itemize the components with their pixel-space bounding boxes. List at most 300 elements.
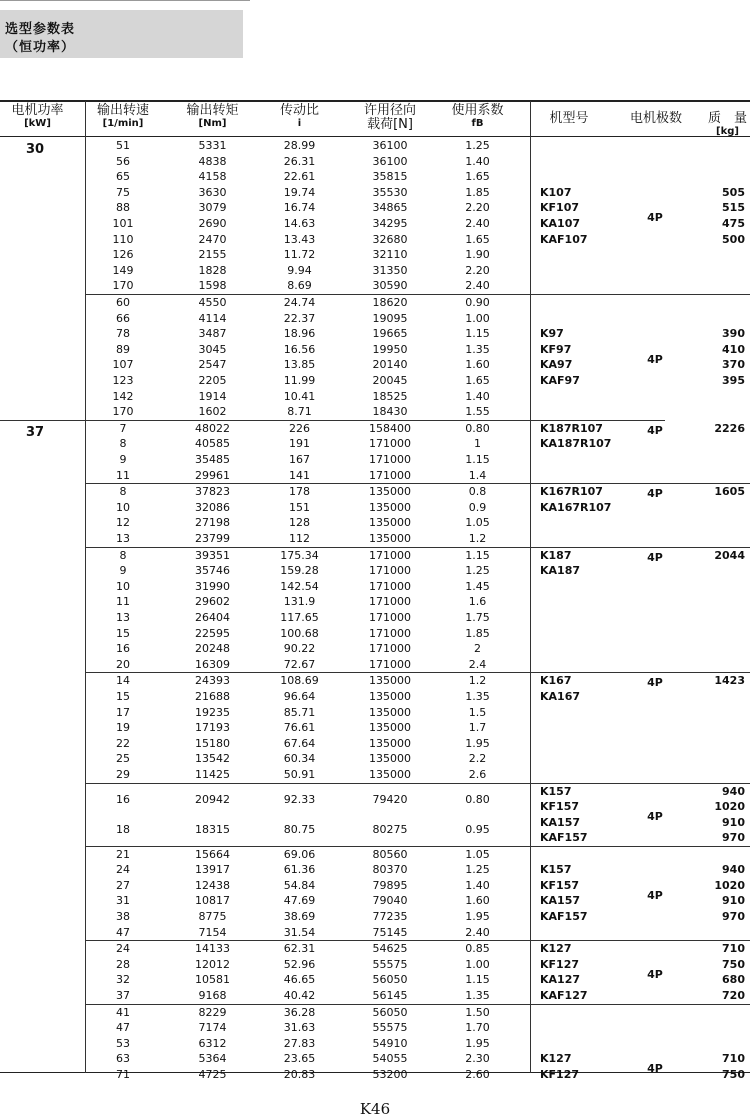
- model-name: KA187R107: [540, 437, 612, 451]
- table-cell: 65: [116, 170, 130, 184]
- table-cell: 27.83: [283, 1036, 316, 1050]
- top-rule: [0, 0, 250, 1]
- mass-value: 720: [722, 989, 745, 1002]
- mass-value: 1020: [714, 878, 745, 892]
- header-cell-8: 质 量 [kg]: [707, 111, 747, 137]
- table-cell: 18430: [372, 405, 408, 419]
- table-cell: 38: [116, 910, 130, 923]
- table-cell: 56050: [372, 973, 408, 987]
- table-cell: 39351: [195, 548, 230, 562]
- table-cell: 0.8: [468, 485, 487, 499]
- table-cell: 13.43: [283, 232, 316, 246]
- title-line2: （恒功率）: [5, 40, 76, 55]
- model-name: KF157: [540, 878, 579, 892]
- table-cell: 36.28: [283, 1005, 316, 1019]
- table-cell: 135000: [369, 768, 411, 781]
- table-cell: 18525: [372, 389, 408, 403]
- table-cell: 1.5: [468, 705, 487, 719]
- pole-count: 4P: [647, 550, 663, 564]
- table-cell: 1.45: [465, 579, 490, 593]
- model-name: KF127: [540, 1068, 579, 1081]
- table-cell: 25: [116, 752, 130, 766]
- table-cell: 12012: [195, 957, 230, 971]
- column-divider-1: [530, 101, 531, 1073]
- table-cell: 11425: [195, 768, 230, 781]
- table-cell: 171000: [369, 642, 411, 656]
- table-cell: 135000: [369, 516, 411, 530]
- table-cell: 16.56: [283, 342, 316, 356]
- table-cell: 158400: [369, 421, 411, 435]
- table-cell: 47.69: [283, 894, 316, 908]
- table-cell: 50.91: [283, 768, 316, 781]
- model-name: KF97: [540, 342, 572, 356]
- table-cell: 0.9: [468, 500, 487, 514]
- table-cell: 10: [116, 500, 130, 514]
- table-cell: 28: [116, 957, 130, 971]
- title-box: [0, 10, 243, 58]
- table-cell: 9: [119, 453, 127, 466]
- table-cell: 1.40: [465, 154, 490, 168]
- table-cell: 19950: [372, 342, 408, 356]
- table-cell: 1.35: [465, 342, 490, 356]
- column-divider-0: [85, 101, 86, 1073]
- table-cell: 31.54: [283, 925, 316, 939]
- pole-count: 4P: [647, 810, 663, 823]
- table-cell: 2.4: [468, 657, 487, 671]
- table-cell: 80.75: [283, 822, 316, 836]
- header-cell-3: 传动比 i: [279, 103, 319, 129]
- table-cell: 1602: [198, 405, 227, 419]
- pole-count: 4P: [647, 211, 663, 225]
- table-cell: 12: [116, 516, 130, 530]
- table-cell: 2.20: [465, 263, 490, 277]
- table-cell: 8: [119, 437, 127, 451]
- table-cell: 1.4: [468, 468, 487, 482]
- table-cell: 16.74: [283, 201, 316, 215]
- table-cell: 112: [289, 532, 310, 545]
- table-cell: 54055: [372, 1052, 408, 1066]
- header-cell-1: 输出转速 [1/min]: [96, 103, 149, 129]
- table-cell: 1.65: [465, 374, 490, 387]
- table-cell: 88: [116, 201, 130, 215]
- table-cell: 20045: [372, 374, 408, 387]
- table-cell: 46.65: [283, 973, 316, 987]
- mass-value: 710: [722, 1052, 745, 1066]
- table-cell: 1.65: [465, 232, 490, 246]
- header-top-line: [0, 100, 750, 102]
- table-cell: 1.85: [465, 185, 490, 199]
- mass-value: 750: [722, 1068, 745, 1081]
- table-cell: 75: [116, 185, 130, 199]
- table-cell: 10.41: [283, 389, 316, 403]
- table-cell: 8.69: [287, 279, 312, 293]
- model-name: K157: [540, 784, 572, 798]
- table-cell: 2.40: [465, 279, 490, 293]
- table-cell: 35485: [195, 453, 230, 466]
- model-name: KA167: [540, 690, 580, 703]
- table-cell: 14.63: [283, 217, 316, 230]
- table-cell: 1.25: [465, 863, 490, 877]
- table-cell: 35746: [195, 564, 230, 578]
- model-name: KAF127: [540, 989, 588, 1002]
- table-cell: 29961: [195, 468, 230, 482]
- table-cell: 80370: [372, 863, 408, 877]
- pole-count: 4P: [647, 423, 663, 437]
- table-cell: 69.06: [283, 847, 316, 861]
- table-cell: 72.67: [283, 657, 316, 671]
- table-cell: 2470: [198, 232, 227, 246]
- mass-value: 680: [722, 973, 745, 987]
- table-cell: 30590: [372, 279, 408, 293]
- table-cell: 11: [116, 595, 130, 609]
- table-cell: 15664: [195, 847, 230, 861]
- table-cell: 20942: [195, 792, 230, 806]
- table-cell: 4725: [198, 1068, 227, 1081]
- table-cell: 26.31: [283, 154, 316, 168]
- table-cell: 24: [116, 863, 130, 877]
- table-cell: 19665: [372, 327, 408, 341]
- table-cell: 1.00: [465, 957, 490, 971]
- table-cell: 159.28: [280, 564, 319, 578]
- mass-value: 970: [722, 831, 745, 845]
- table-cell: 9.94: [287, 263, 312, 277]
- table-cell: 128: [289, 516, 310, 530]
- table-cell: 135000: [369, 752, 411, 766]
- table-cell: 2.40: [465, 217, 490, 230]
- table-cell: 1.70: [465, 1021, 490, 1035]
- table-cell: 5364: [198, 1052, 227, 1066]
- model-name: K157: [540, 863, 572, 877]
- table-cell: 2.60: [465, 1068, 490, 1081]
- table-cell: 19.74: [283, 185, 316, 199]
- table-cell: 19: [116, 721, 130, 735]
- model-name: KA187: [540, 564, 580, 578]
- table-cell: 0.90: [465, 296, 490, 309]
- table-cell: 10: [116, 579, 130, 593]
- mass-value: 370: [722, 358, 745, 372]
- mass-value: 390: [722, 327, 745, 341]
- table-cell: 15180: [195, 736, 230, 750]
- table-cell: 85.71: [283, 705, 316, 719]
- table-cell: 1.90: [465, 248, 490, 262]
- table-cell: 31990: [195, 579, 230, 593]
- table-cell: 19095: [372, 311, 408, 325]
- table-cell: 18620: [372, 296, 408, 309]
- table-cell: 1.15: [465, 327, 490, 341]
- table-cell: 16309: [195, 657, 230, 671]
- table-cell: 3487: [198, 327, 227, 341]
- table-cell: 142.54: [280, 579, 319, 593]
- table-cell: 35815: [372, 170, 408, 184]
- table-cell: 2547: [198, 358, 227, 372]
- table-cell: 2155: [198, 248, 227, 262]
- table-cell: 135000: [369, 690, 411, 703]
- table-cell: 8229: [198, 1005, 227, 1019]
- table-cell: 40.42: [283, 989, 316, 1002]
- table-cell: 54910: [372, 1036, 408, 1050]
- model-name: KA127: [540, 973, 580, 987]
- table-cell: 7174: [198, 1021, 227, 1035]
- model-name: KAF97: [540, 374, 580, 387]
- table-cell: 56: [116, 154, 130, 168]
- table-cell: 1.00: [465, 311, 490, 325]
- table-cell: 135000: [369, 532, 411, 545]
- table-cell: 15: [116, 690, 130, 703]
- table-cell: 2.2: [468, 752, 487, 766]
- table-cell: 1.60: [465, 894, 490, 908]
- mass-value: 395: [722, 374, 745, 387]
- table-cell: 1.50: [465, 1005, 490, 1019]
- table-cell: 60: [116, 296, 130, 309]
- model-name: K127: [540, 942, 572, 956]
- table-cell: 13: [116, 532, 130, 545]
- table-cell: 27: [116, 878, 130, 892]
- table-cell: 1.65: [465, 170, 490, 184]
- table-cell: 135000: [369, 721, 411, 735]
- table-cell: 1914: [198, 389, 227, 403]
- table-cell: 47: [116, 925, 130, 939]
- power-value: 37: [25, 424, 45, 440]
- header-bottom-line: [0, 136, 750, 137]
- table-cell: 1.55: [465, 405, 490, 419]
- table-cell: 2690: [198, 217, 227, 230]
- table-cell: 0.95: [465, 822, 490, 836]
- table-cell: 48022: [195, 421, 230, 435]
- table-cell: 63: [116, 1052, 130, 1066]
- table-cell: 18315: [195, 822, 230, 836]
- table-cell: 23.65: [283, 1052, 316, 1066]
- table-cell: 90.22: [283, 642, 316, 656]
- table-cell: 28.99: [283, 139, 316, 152]
- table-cell: 8.71: [287, 405, 312, 419]
- table-cell: 80275: [372, 822, 408, 836]
- table-cell: 1.25: [465, 139, 490, 152]
- table-cell: 12438: [195, 878, 230, 892]
- mass-value: 475: [722, 217, 745, 230]
- table-cell: 3045: [198, 342, 227, 356]
- table-cell: 149: [112, 263, 134, 277]
- table-cell: 8: [119, 485, 127, 499]
- model-name: KA167R107: [540, 500, 612, 514]
- table-cell: 171000: [369, 579, 411, 593]
- table-cell: 17: [116, 705, 130, 719]
- table-cell: 4158: [198, 170, 227, 184]
- table-cell: 1598: [198, 279, 227, 293]
- table-cell: 1.15: [465, 453, 490, 466]
- table-cell: 0.80: [465, 792, 490, 806]
- table-cell: 32: [116, 973, 130, 987]
- table-cell: 175.34: [280, 548, 319, 562]
- table-cell: 117.65: [280, 611, 319, 624]
- table-cell: 54625: [372, 942, 408, 956]
- table-cell: 76.61: [283, 721, 316, 735]
- table-cell: 37: [116, 989, 130, 1002]
- table-cell: 26404: [195, 611, 230, 624]
- table-cell: 1828: [198, 263, 227, 277]
- table-cell: 8775: [198, 910, 227, 923]
- header-cell-4: 许用径向 载荷[N]: [363, 103, 416, 132]
- table-cell: 141: [289, 468, 310, 482]
- table-cell: 135000: [369, 500, 411, 514]
- mass-value: 2226: [714, 421, 745, 435]
- table-cell: 1: [474, 437, 481, 451]
- table-cell: 1.15: [465, 548, 490, 562]
- table-cell: 178: [289, 485, 310, 499]
- model-name: KF107: [540, 201, 579, 215]
- table-cell: 20140: [372, 358, 408, 372]
- table-cell: 80560: [372, 847, 408, 861]
- table-cell: 18: [116, 822, 130, 836]
- table-cell: 1.7: [468, 721, 487, 735]
- model-name: K167R107: [540, 485, 603, 499]
- table-cell: 171000: [369, 657, 411, 671]
- table-cell: 171000: [369, 564, 411, 578]
- table-cell: 1.05: [465, 516, 490, 530]
- mass-value: 500: [722, 232, 745, 246]
- table-cell: 38.69: [283, 910, 316, 923]
- table-cell: 53: [116, 1036, 130, 1050]
- table-cell: 110: [112, 232, 134, 246]
- model-name: KF157: [540, 800, 579, 814]
- table-cell: 79895: [372, 878, 408, 892]
- table-cell: 2205: [198, 374, 227, 387]
- mass-value: 1020: [714, 800, 745, 814]
- table-cell: 7: [119, 421, 127, 435]
- header-cell-5: 使用系数 fB: [451, 103, 504, 129]
- table-cell: 13.85: [283, 358, 316, 372]
- header-cell-2: 输出转矩 [Nm]: [186, 103, 239, 129]
- table-cell: 1.2: [468, 674, 487, 688]
- mass-value: 505: [722, 185, 745, 199]
- table-cell: 6312: [198, 1036, 227, 1050]
- table-cell: 32110: [372, 248, 408, 262]
- model-name: KA157: [540, 815, 580, 829]
- table-cell: 79040: [372, 894, 408, 908]
- table-cell: 36100: [372, 154, 408, 168]
- table-cell: 1.60: [465, 358, 490, 372]
- table-cell: 21: [116, 847, 130, 861]
- table-cell: 4114: [198, 311, 227, 325]
- table-cell: 47: [116, 1021, 130, 1035]
- table-cell: 32680: [372, 232, 408, 246]
- pole-count: 4P: [647, 352, 663, 366]
- model-name: KA107: [540, 217, 580, 230]
- table-cell: 1.95: [465, 736, 490, 750]
- table-cell: 131.9: [283, 595, 316, 609]
- table-cell: 2.6: [468, 768, 487, 781]
- table-cell: 135000: [369, 736, 411, 750]
- table-cell: 79420: [372, 792, 408, 806]
- table-cell: 11.72: [283, 248, 316, 262]
- table-cell: 20248: [195, 642, 230, 656]
- table-cell: 0.80: [465, 421, 490, 435]
- table-cell: 4838: [198, 154, 227, 168]
- title-line1: 选型参数表: [5, 22, 76, 37]
- table-cell: 3079: [198, 201, 227, 215]
- table-cell: 10817: [195, 894, 230, 908]
- table-cell: 171000: [369, 626, 411, 640]
- table-cell: 53200: [372, 1068, 408, 1081]
- table-cell: 0.85: [465, 942, 490, 956]
- table-cell: 21688: [195, 690, 230, 703]
- table-cell: 67.64: [283, 736, 316, 750]
- table-cell: 60.34: [283, 752, 316, 766]
- table-cell: 1.15: [465, 973, 490, 987]
- table-cell: 1.6: [468, 595, 487, 609]
- table-cell: 55575: [372, 957, 408, 971]
- mass-value: 970: [722, 910, 745, 923]
- table-cell: 96.64: [283, 690, 316, 703]
- pole-count: 4P: [647, 487, 663, 501]
- table-cell: 77235: [372, 910, 408, 923]
- table-cell: 32086: [195, 500, 230, 514]
- table-cell: 16: [116, 792, 130, 806]
- group-divider: [85, 783, 750, 784]
- table-cell: 135000: [369, 674, 411, 688]
- mass-value: 910: [722, 894, 745, 908]
- table-cell: 1.40: [465, 878, 490, 892]
- table-cell: 1.75: [465, 611, 490, 624]
- table-cell: 171000: [369, 437, 411, 451]
- pole-count: 4P: [647, 967, 663, 981]
- table-cell: 126: [112, 248, 134, 262]
- table-cell: 101: [112, 217, 134, 230]
- table-cell: 22.61: [283, 170, 316, 184]
- table-cell: 1.35: [465, 690, 490, 703]
- table-cell: 34295: [372, 217, 408, 230]
- table-cell: 14: [116, 674, 130, 688]
- table-cell: 22.37: [283, 311, 316, 325]
- model-name: KA97: [540, 358, 573, 372]
- mass-value: 940: [722, 784, 745, 798]
- table-cell: 167: [289, 453, 310, 466]
- table-cell: 1.85: [465, 626, 490, 640]
- model-name: KAF157: [540, 831, 588, 845]
- table-cell: 171000: [369, 595, 411, 609]
- model-name: K187: [540, 548, 572, 562]
- table-cell: 2: [474, 642, 481, 656]
- table-cell: 29602: [195, 595, 230, 609]
- table-cell: 191: [289, 437, 310, 451]
- table-cell: 9168: [198, 989, 227, 1002]
- table-cell: 36100: [372, 139, 408, 152]
- table-cell: 29: [116, 768, 130, 781]
- table-cell: 19235: [195, 705, 230, 719]
- model-name: K167: [540, 674, 572, 688]
- table-cell: 151: [289, 500, 310, 514]
- table-cell: 2.40: [465, 925, 490, 939]
- table-cell: 41: [116, 1005, 130, 1019]
- table-cell: 10581: [195, 973, 230, 987]
- table-cell: 1.05: [465, 847, 490, 861]
- table-cell: 89: [116, 342, 130, 356]
- table-cell: 22: [116, 736, 130, 750]
- mass-value: 515: [722, 201, 745, 215]
- table-cell: 18.96: [283, 327, 316, 341]
- table-cell: 92.33: [283, 792, 316, 806]
- table-cell: 2.30: [465, 1052, 490, 1066]
- table-cell: 171000: [369, 548, 411, 562]
- table-cell: 27198: [195, 516, 230, 530]
- table-cell: 171000: [369, 611, 411, 624]
- table-cell: 13917: [195, 863, 230, 877]
- model-name: KF127: [540, 957, 579, 971]
- mass-value: 710: [722, 942, 745, 956]
- table-cell: 1.95: [465, 910, 490, 923]
- table-cell: 75145: [372, 925, 408, 939]
- mass-value: 410: [722, 342, 745, 356]
- table-cell: 108.69: [280, 674, 319, 688]
